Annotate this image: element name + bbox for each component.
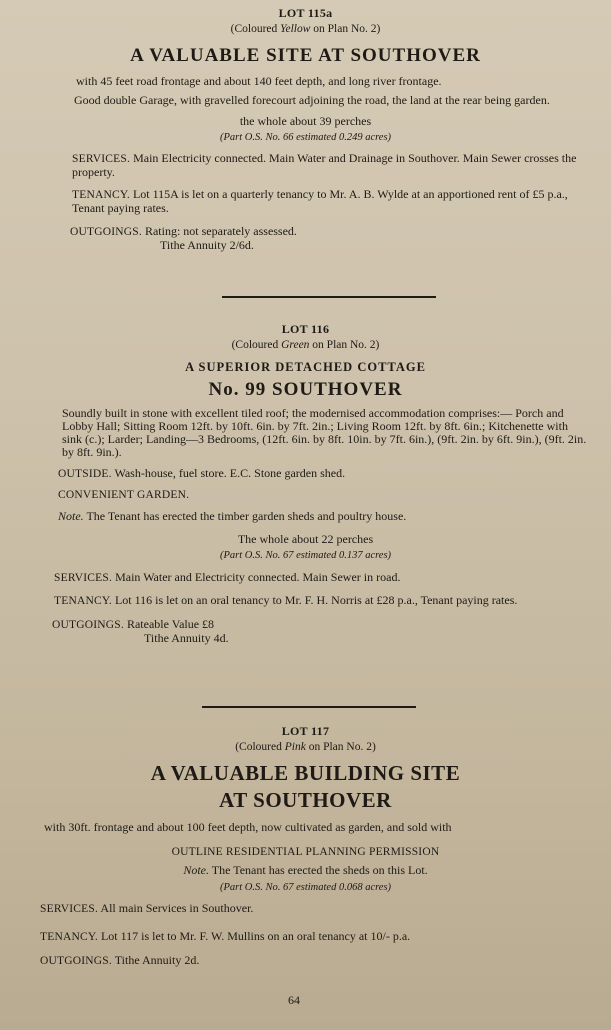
lot-116-heading: No. 99 SOUTHOVER (208, 379, 403, 400)
lot-117-tenancy: TENANCY. Lot 117 is let to Mr. F. W. Mullins on an oral tenancy at 10/- p.a. (40, 929, 411, 943)
lot-115a-os-ref: (Part O.S. No. 66 estimated 0.249 acres) (219, 132, 392, 143)
lot-115a-frontage: with 45 feet road frontage and about 140 feet depth, and long river frontage. (76, 74, 442, 88)
lot-115a-section (0, 6, 611, 252)
lot-116-area: The whole about 22 perches (237, 532, 374, 546)
lot-116-outgoings: OUTGOINGS. Rateable Value £8 (52, 617, 215, 631)
lot-116-section (0, 322, 611, 645)
lot-115a-area: the whole about 39 perches (239, 114, 372, 128)
lot-117-heading-2: AT SOUTHOVER (219, 788, 392, 812)
page-number: 64 (288, 993, 300, 1007)
lot-115a-tenancy: TENANCY. Lot 115A is let on a quarterly tenancy to Mr. A. B. Wylde at an apportioned rent of £5 p.a., Tenant paying rates. (72, 187, 568, 215)
lot-116-number: LOT 116 (281, 322, 330, 336)
lot-116-garden: CONVENIENT GARDEN. (58, 489, 190, 501)
lot-117-services: SERVICES. All main Services in Southover. (40, 901, 254, 915)
lot-117-frontage: with 30ft. frontage and about 100 feet depth, now cultivated as garden, and sold with (44, 820, 452, 834)
lot-116-note: Note. The Tenant has erected the timber garden sheds and poultry house. (58, 509, 407, 523)
lot-115a-garage: Good double Garage, with gravelled forecourt adjoining the road, the land at the rear being garden. (74, 93, 550, 107)
lot-115a-coloured: (Coloured Yellow on Plan No. 2) (230, 23, 381, 35)
lot-116-coloured: (Coloured Green on Plan No. 2) (231, 339, 380, 351)
lot-115a-tithe: Tithe Annuity 2/6d. (160, 238, 254, 252)
lot-116-tenancy: TENANCY. Lot 116 is let on an oral tenancy to Mr. F. H. Norris at £28 p.a., Tenant paying rates. (54, 593, 518, 607)
lot-117-section (0, 724, 611, 968)
lot-117-permission: OUTLINE RESIDENTIAL PLANNING PERMISSION (171, 846, 440, 858)
lot-117-note: Note. The Tenant has erected the sheds on this Lot. (183, 863, 428, 877)
lot-117-heading-1: A VALUABLE BUILDING SITE (150, 761, 461, 785)
lot-115a-services: SERVICES. Main Electricity connected. Main Water and Drainage in Southover. Main Sewer crosses the property. (72, 151, 577, 179)
lot-115a-number: LOT 115a (278, 6, 333, 20)
lot-117-number: LOT 117 (281, 724, 330, 738)
lot-117-os-ref: (Part O.S. No. 67 estimated 0.068 acres) (219, 882, 392, 893)
lot-116-subheading: A SUPERIOR DETACHED COTTAGE (185, 360, 426, 374)
lot-115a-outgoings: OUTGOINGS. Rating: not separately assessed. (70, 224, 297, 238)
lot-117-outgoings: OUTGOINGS. Tithe Annuity 2d. (40, 953, 200, 967)
divider-rule (222, 296, 436, 298)
lot-116-tithe: Tithe Annuity 4d. (144, 631, 229, 645)
lot-117-coloured: (Coloured Pink on Plan No. 2) (235, 741, 376, 753)
divider-rule (202, 706, 416, 708)
lot-115a-heading: A VALUABLE SITE AT SOUTHOVER (130, 45, 481, 66)
lot-116-outside: OUTSIDE. Wash-house, fuel store. E.C. Stone garden shed. (58, 466, 346, 480)
lot-116-services: SERVICES. Main Water and Electricity connected. Main Sewer in road. (54, 570, 401, 584)
lot-116-description: Soundly built in stone with excellent tiled roof; the modernised accommodation comprises:— Porch and Lobby Hall; Sitting Room 12ft. by 10ft. 6in. by 7ft. 2in.; Living Room 12ft. by 8ft. 6in.; Kitchenette with sink (c.); Larder; Landing—3 Bedrooms, (12ft. 6in. by 8ft. 10in. by 7ft. 6in.), (9ft. 2in. by 6ft. 9in.), (9ft. 2in. by 8ft. 9in.). (62, 406, 587, 459)
lot-116-os-ref: (Part O.S. No. 67 estimated 0.137 acres) (219, 550, 392, 561)
